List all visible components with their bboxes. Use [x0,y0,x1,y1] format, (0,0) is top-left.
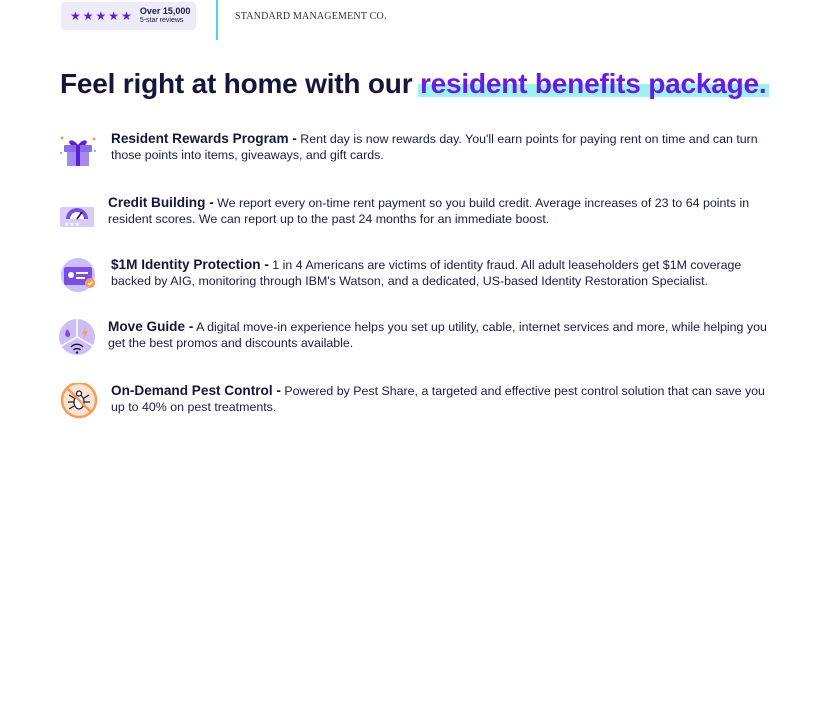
headline-highlight: resident benefits package. [419,68,767,99]
benefit-description: Rent day is now rewards day. You'll earn points for paying rent on time and can turn those points into items, giveaways, and gift cards. [111,132,758,162]
reviews-badge[interactable] [61,2,196,30]
reviews-count: Over 15,000 [139,6,191,16]
star-rating [70,10,132,22]
benefit-item-move-guide [58,319,778,365]
gift-icon [58,131,98,171]
benefit-description: A digital move-in experience helps you set up utility, cable, internet services and more, while helping you get the best promos and discounts available. [108,320,767,350]
benefit-item-credit [58,195,778,241]
benefit-title: Resident Rewards Program - [111,131,297,146]
header-divider [216,0,218,40]
star-icon: ★ [108,9,120,23]
benefit-item-rewards [58,131,778,177]
top-bar [0,0,835,42]
page-headline [60,68,820,100]
reviews-subtitle: 5-star reviews [139,17,184,24]
benefit-description: We report every on-time rent payment so you build credit. Average increases of 23 to 64 points in resident scores. We can report up to the past 24 months for an immediate boost. [108,196,750,226]
benefit-description: 1 in 4 Americans are victims of identity fraud. All adult leaseholders get $1M coverage backed by AIG, monitoring through IBM's Watson, and a dedicated, US-based Identity Restoration Specialist. [111,258,742,288]
star-icon: ★ [95,9,107,23]
benefit-item-identity [58,257,778,303]
star-icon: ★ [121,9,132,23]
id-card-icon [58,257,98,297]
star-icon: ★ [70,9,81,23]
brand-logo-text[interactable]: STANDARD MANAGEMENT CO. [235,11,387,22]
benefit-title: $1M Identity Protection - [111,257,269,272]
utilities-icon [58,319,98,359]
benefit-title: On-Demand Pest Control - [111,383,281,398]
headline-prefix: Feel right at home with our [60,68,420,99]
svg-text:★★★: ★★★ [64,221,81,228]
star-icon: ★ [82,9,94,23]
pest-control-icon [58,383,98,423]
credit-gauge-icon [58,195,98,235]
benefit-title: Credit Building - [108,195,214,210]
benefit-description: Powered by Pest Share, a targeted and effective pest control solution that can save you up to 40% on pest treatments. [111,384,765,414]
benefit-item-pest-control [58,383,778,429]
benefit-title: Move Guide - [108,319,194,334]
